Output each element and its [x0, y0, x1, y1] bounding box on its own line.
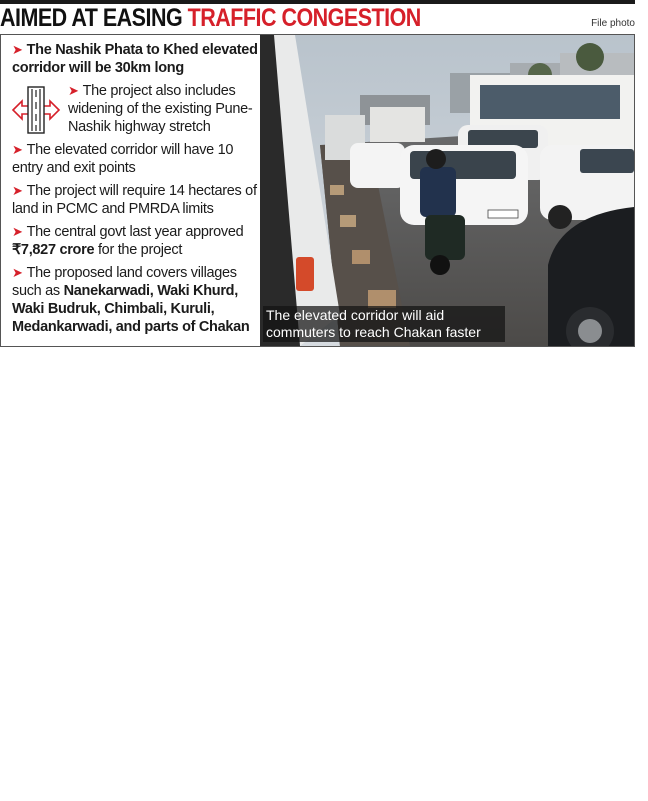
fact-land-required — [12, 182, 258, 218]
red-arrow-icon: ➤ — [12, 265, 23, 280]
headline — [0, 3, 546, 33]
fact-text: The Nashik Phata to Khed elevated corridor will be 30km long — [12, 42, 258, 76]
fact-text: The project also includes widening of the existing Pune-Nashik highway stretch — [68, 83, 253, 135]
headline-part-1: AIMED AT EASING — [0, 4, 188, 32]
traffic-photo — [260, 35, 634, 346]
fact-text-c: for the project — [94, 242, 183, 258]
red-arrow-icon: ➤ — [12, 142, 23, 157]
fact-text: The elevated corridor will have 10 entry and exit points — [12, 142, 234, 176]
fact-text-a: The central govt last year approved — [26, 224, 244, 240]
red-arrow-icon: ➤ — [12, 183, 23, 198]
fact-text: The project will require 14 hectares of land in PCMC and PMRDA limits — [12, 183, 257, 217]
headline-part-2: TRAFFIC CONGESTION — [187, 4, 421, 32]
traffic-photo-illustration — [260, 35, 634, 346]
photo-caption: The elevated corridor will aid commuters to reach Chakan faster — [263, 306, 505, 342]
fact-villages — [12, 264, 258, 336]
fact-list — [1, 35, 259, 346]
photo-credit: File photo — [591, 18, 635, 29]
red-arrow-icon: ➤ — [12, 224, 23, 239]
road-widening-icon — [11, 85, 61, 135]
fact-corridor-length — [12, 41, 258, 77]
fact-entry-exit-points — [12, 141, 258, 177]
fact-villages-list: Nanekarwadi, Waki Khurd, Waki Budruk, Chimbali, Kuruli, Medankarwadi, and parts of Chakan — [12, 283, 250, 335]
info-panel — [0, 34, 635, 347]
fact-funding — [12, 223, 258, 259]
fact-amount: ₹7,827 crore — [12, 242, 95, 258]
red-arrow-icon: ➤ — [12, 42, 23, 57]
red-arrow-icon: ➤ — [68, 83, 79, 98]
fact-text-a: The proposed land covers villages such as — [12, 265, 237, 299]
fact-highway-widening — [68, 82, 258, 136]
